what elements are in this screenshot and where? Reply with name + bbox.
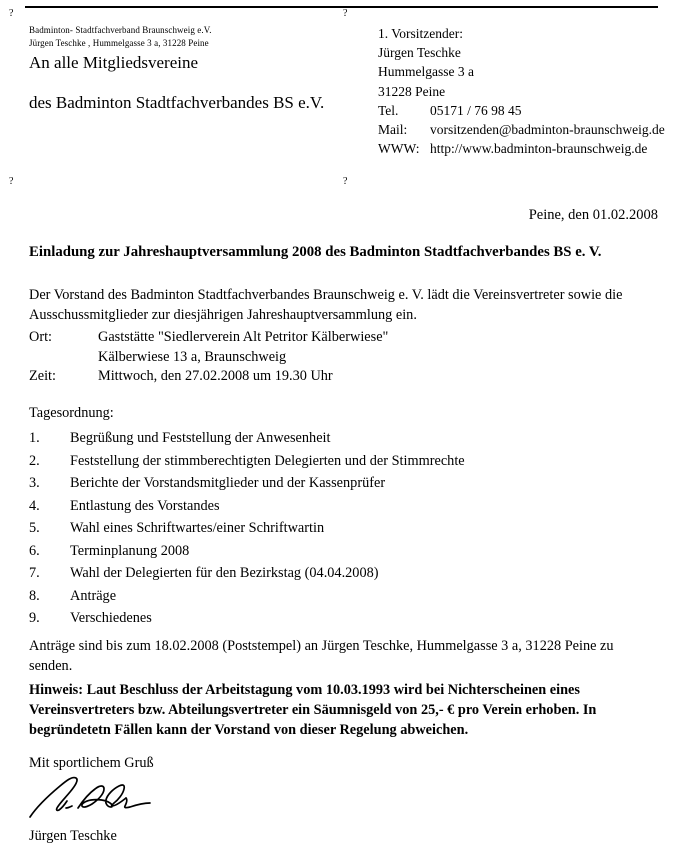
contact-mail-value[interactable]: vorsitzenden@badminton-braunschweig.de bbox=[430, 122, 665, 138]
agenda-item-number: 3. bbox=[29, 475, 40, 491]
agenda-item bbox=[29, 450, 629, 473]
agenda-item bbox=[29, 562, 629, 585]
handwritten-signature bbox=[22, 772, 172, 820]
agenda-item-text: Entlastung des Vorstandes bbox=[70, 497, 220, 514]
motions-deadline-paragraph: Anträge sind bis zum 18.02.2008 (Poststempel) an Jürgen Teschke, Hummelgasse 3 a, 31228 Peine zu senden. bbox=[29, 638, 614, 674]
sender-line-1: Badminton- Stadtfachverband Braunschweig e.V. bbox=[29, 25, 212, 35]
contact-mail-label: Mail: bbox=[378, 122, 408, 138]
agenda-item-text: Begrüßung und Feststellung der Anwesenheit bbox=[70, 430, 331, 446]
contact-street: Hummelgasse 3 a bbox=[378, 64, 474, 80]
contact-telephone-value: 05171 / 76 98 45 bbox=[430, 102, 522, 118]
closing-greeting: Mit sportlichem Gruß bbox=[29, 755, 154, 771]
time-label: Zeit: bbox=[29, 368, 56, 384]
intro-paragraph: Der Vorstand des Badminton Stadtfachverbandes Braunschweig e. V. lädt die Vereinsvertreter sowie die Ausschussmitglieder zur diesjährigen Jahreshauptversammlung ein. bbox=[29, 287, 623, 323]
detail-row-time bbox=[29, 367, 629, 387]
stray-glyph-mid-center: ? bbox=[343, 176, 348, 187]
agenda-item-text: Berichte der Vorstandsmitglieder und der Kassenprüfer bbox=[70, 475, 386, 491]
document-title: Einladung zur Jahreshauptversammlung 2008 des Badminton Stadtfachverbandes BS e. V. bbox=[29, 244, 602, 260]
agenda-item bbox=[29, 427, 629, 450]
contact-website-label: WWW: bbox=[378, 141, 420, 157]
agenda-item bbox=[29, 495, 629, 518]
contact-block bbox=[378, 24, 665, 158]
recipient-block bbox=[29, 52, 324, 113]
agenda-item-number: 8. bbox=[29, 587, 40, 604]
sender-line-2: Jürgen Teschke , Hummelgasse 3 a, 31228 Peine bbox=[29, 38, 209, 48]
agenda-item-text: Terminplanung 2008 bbox=[70, 542, 190, 559]
agenda-item-number: 6. bbox=[29, 542, 40, 559]
agenda-item-number: 9. bbox=[29, 610, 40, 626]
agenda-item bbox=[29, 607, 629, 630]
contact-city: 31228 Peine bbox=[378, 83, 446, 99]
agenda-item-number: 2. bbox=[29, 452, 40, 469]
contact-website-value[interactable]: http://www.badminton-braunschweig.de bbox=[430, 141, 648, 157]
agenda-heading: Tagesordnung: bbox=[29, 405, 114, 421]
detail-row-location bbox=[29, 328, 629, 348]
sender-return-address bbox=[29, 24, 212, 50]
stray-glyph-top-left: ? bbox=[9, 8, 14, 19]
stray-glyph-mid-left: ? bbox=[9, 176, 14, 187]
contact-name: Jürgen Teschke bbox=[378, 45, 461, 61]
time-value: Mittwoch, den 27.02.2008 um 19.30 Uhr bbox=[98, 368, 333, 384]
agenda-item-number: 1. bbox=[29, 430, 40, 446]
agenda-item-number: 5. bbox=[29, 520, 40, 536]
agenda-item bbox=[29, 540, 629, 563]
contact-website-row bbox=[378, 139, 665, 158]
location-value: Gaststätte "Siedlerverein Alt Petritor Kälberwiese" bbox=[98, 329, 389, 345]
location-label: Ort: bbox=[29, 329, 53, 345]
agenda-item bbox=[29, 472, 629, 495]
agenda-item-text: Anträge bbox=[70, 587, 117, 604]
contact-mail-row bbox=[378, 120, 665, 139]
agenda-item-number: 4. bbox=[29, 497, 40, 514]
notice-paragraph: Hinweis: Laut Beschluss der Arbeitstagung vom 10.03.1993 wird bei Nichterscheinen eines Vereinsvertreters bzw. Abteilungsvertreter ein Säumnisgeld von 25,- € pro Verein erhoben. In begründetetn Fällen kann der Vorstand von dieser Regelung abweichen. bbox=[29, 682, 597, 738]
agenda-item-number: 7. bbox=[29, 565, 40, 581]
dateline: Peine, den 01.02.2008 bbox=[528, 207, 658, 223]
agenda-item-text: Wahl der Delegierten für den Bezirkstag (04.04.2008) bbox=[70, 565, 379, 581]
recipient-line-2: des Badminton Stadtfachverbandes BS e.V. bbox=[29, 93, 325, 112]
contact-telephone-row bbox=[378, 101, 665, 120]
agenda-item bbox=[29, 517, 629, 540]
agenda-item bbox=[29, 585, 629, 608]
agenda-list bbox=[29, 427, 629, 630]
contact-role: 1. Vorsitzender: bbox=[378, 26, 463, 41]
agenda-item-text: Wahl eines Schriftwartes/einer Schriftwartin bbox=[70, 520, 325, 536]
location-value-secondary: Kälberwiese 13 a, Braunschweig bbox=[98, 348, 287, 365]
header-rule bbox=[25, 6, 658, 8]
signer-name: Jürgen Teschke bbox=[29, 828, 117, 844]
contact-telephone-label: Tel. bbox=[378, 102, 399, 118]
recipient-line-1: An alle Mitgliedsvereine bbox=[29, 53, 199, 72]
stray-glyph-top-center: ? bbox=[343, 8, 348, 19]
agenda-item-text: Verschiedenes bbox=[70, 610, 152, 626]
event-details bbox=[29, 328, 629, 387]
agenda-item-text: Feststellung der stimmberechtigten Delegierten und der Stimmrechte bbox=[70, 452, 465, 469]
